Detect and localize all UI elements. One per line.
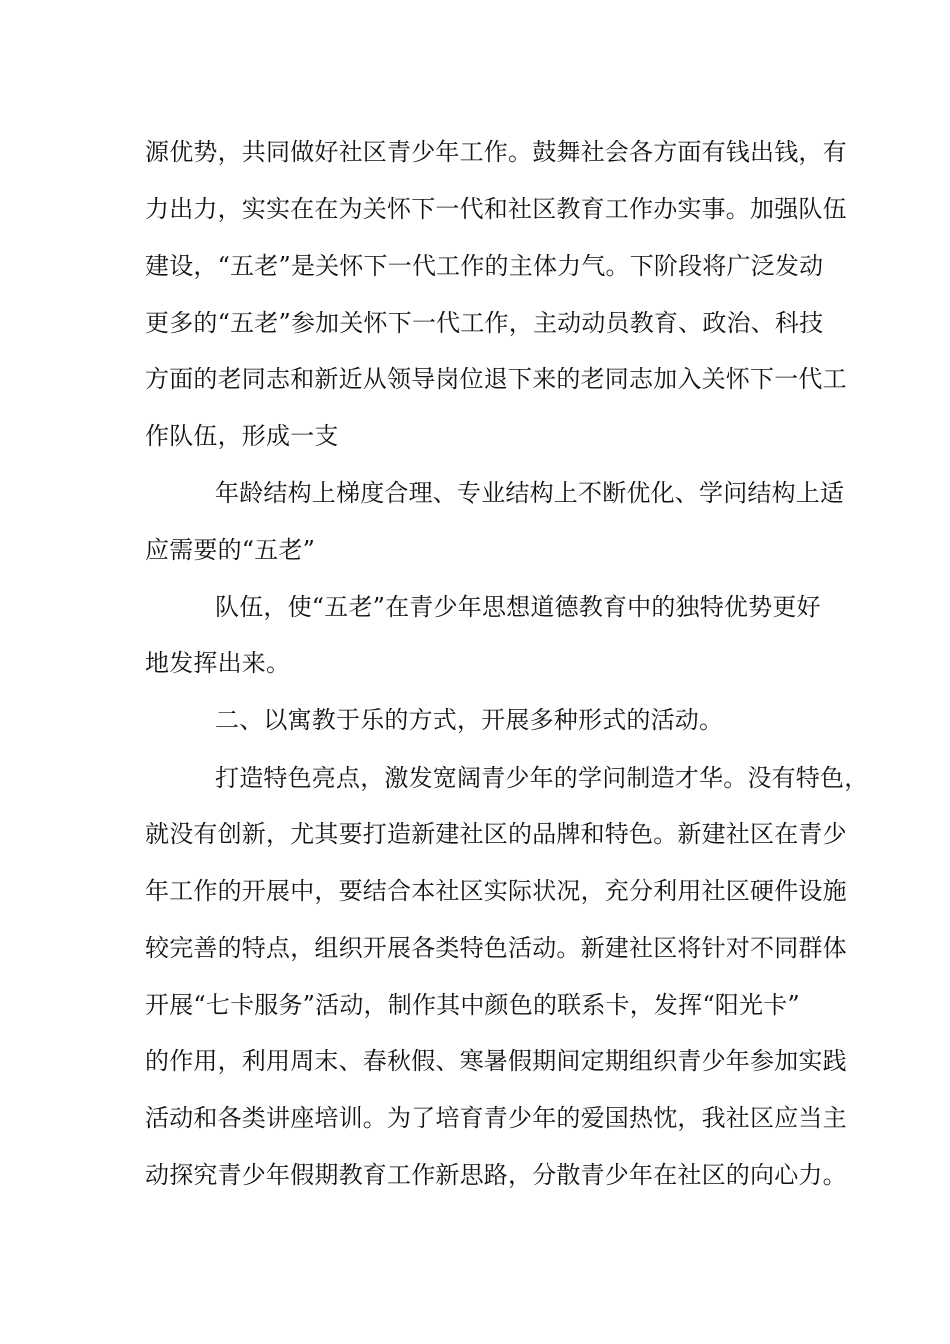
- text-line: 更多的“五老”参加关怀下一代工作，主动动员教育、政治、科技: [145, 309, 824, 337]
- section-heading: 二、以寓教于乐的方式，开展多种形式的活动。: [215, 706, 724, 734]
- text-line: 开展“七卡服务”活动，制作其中颜色的联系卡，发挥“阳光卡”: [145, 991, 800, 1019]
- text-line: 地发挥出来。: [145, 649, 291, 677]
- text-line: 动探究青少年假期教育工作新思路，分散青少年在社区的向心力。: [145, 1161, 847, 1189]
- text-line: 打造特色亮点，激发宽阔青少年的学问制造才华。没有特色，: [215, 764, 869, 792]
- text-line: 应需要的“五老”: [145, 536, 316, 564]
- text-line: 方面的老同志和新近从领导岗位退下来的老同志加入关怀下一代工: [145, 365, 847, 393]
- text-line: 年龄结构上梯度合理、专业结构上不断优化、学问结构上适: [215, 479, 845, 507]
- text-line: 建设，“五老”是关怀下一代工作的主体力气。下阶段将广泛发动: [145, 252, 824, 280]
- text-line: 就没有创新，尤其要打造新建社区的品牌和特色。新建社区在青少: [145, 820, 847, 848]
- text-line: 作队伍，形成一支: [145, 422, 339, 450]
- text-line: 年工作的开展中，要结合本社区实际状况，充分利用社区硬件设施: [145, 877, 847, 905]
- text-line: 力出力，实实在在为关怀下一代和社区教育工作办实事。加强队伍: [145, 195, 847, 223]
- text-line: 队伍，使“五老”在青少年思想道德教育中的独特优势更好: [215, 593, 821, 621]
- text-line: 的作用，利用周末、春秋假、寒暑假期间定期组织青少年参加实践: [145, 1047, 847, 1075]
- text-line: 活动和各类讲座培训。为了培育青少年的爱国热忱，我社区应当主: [145, 1104, 847, 1132]
- text-line: 较完善的特点，组织开展各类特色活动。新建社区将针对不同群体: [145, 934, 847, 962]
- text-line: 源优势，共同做好社区青少年工作。鼓舞社会各方面有钱出钱，有: [145, 138, 847, 166]
